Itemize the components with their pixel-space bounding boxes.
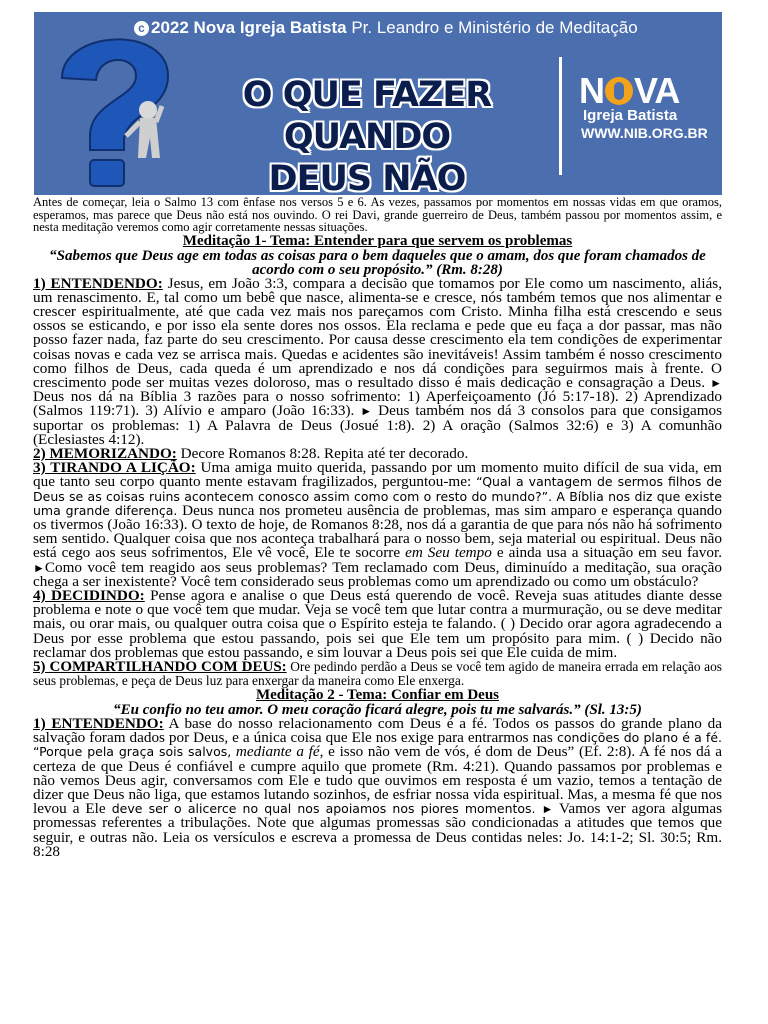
meditation-1-section-1: 1) ENTENDENDO: Jesus, em João 3:3, compara a decisão que tomamos por Ele como um nascimento, aliás, um renascimento. E, tal como um bebê que nasce, alimenta-se e cresce, nós também temos que nos alimentar e crescer espiritualmente, até que cada vez mais nos pareçamos com Cristo. Minha filha está crescendo e seus ossos se esticando, e por isso ela sente dores nos ossos. Ela reclama e pede que eu faça a dor passar, mas não posso fazer nada, faz parte do seu crescimento. Por causa desse crescimento ela tem condições de experimentar coisas novas e cada vez se arrisca mais. Quedas e acidentes são inevitáveis! Assim também é nosso crescimento como filhos de Deus, cada queda é um aprendizado e nos dá condições para seguirmos mais à frente. O crescimento pode ser muitas vezes doloroso, mas o resultado disso é mais dedicação e consagração a Deus. ► Deus nos dá na Bíblia 3 razões para o nosso sofrimento: 1) Aperfeiçoamento (Jó 5:17-18). 2) Aprendizado (Salmos 119:71). 3) Alívio e amparo (João 16:33). ► Deus também nos dá 3 consolos para que consigamos suportar os problemas: 1) A Palavra de Deus (Josué 1:8). 2) A oração (Salmos 32:6) e 3) A comunhão (Eclesiastes 4:12). xyxy=(33,274,723,448)
meditation-1-section-4: 4) DECIDINDO: Pense agora e analise o que Deus está querendo de você. Reveja suas atitudes diante desse problema e note o que você tem que mudar. Veja se você tem que lutar contra a murmuração, ou se deve meditar mais, ou orar mais, ou qualquer outra coisa que o Espírito esteja te falando. ( ) Decido orar agora agradecendo a Deus por esse problema que estou passando, pois sei que Ele tem um propósito para mim. ( ) Decido não reclamar dos problemas que estou passando, e sim louvar a Deus pois sei que Ele cuida de mim. xyxy=(33,586,723,661)
arrow-icon: ► xyxy=(33,560,45,575)
meditation-1-section-3: 3) TIRANDO A LIÇÃO: Uma amiga muito querida, passando por um momento muito difícil de sua vida, em que tanto seu corpo quanto mente estavam fragilizados, perguntou-me: “Qual a vantagem de sermos filhos de Deus se as coisas ruins acontecem conosco assim como com o resto do mundo?”. A Bíblia nos diz que existe uma grande diferença. Deus nunca nos prometeu ausência de problemas, mas sim amparo e esperança quando os tivermos (João 16:33). O texto de hoje, de Romanos 8:28, nos dá a garantia de que para nós não há sofrimento sem sentido. Qualquer coisa que nos aconteça trabalhará para o nosso bem, seja material ou espiritual. Deus não está cego aos seus sofrimentos, Ele vê você, Ele te socorre em Seu tempo e ainda usa a situação em seu favor. ►Como você tem reagido aos seus problemas? Tem reclamado com Deus, diminuído a meditação, sua oração chega a ser inexistente? Você tem considerado seus problemas como um aprendizado ou como um obstáculo? xyxy=(33,459,722,590)
question-mark-figure-icon xyxy=(40,18,190,193)
banner-divider xyxy=(559,57,562,175)
meditation-1-title: Meditação 1- Tema: Entender para que servem os problemas xyxy=(182,232,573,249)
arrow-icon: ► xyxy=(360,404,373,419)
header-banner xyxy=(34,12,722,195)
page-title: O QUE FAZER QUANDO DEUS NÃO xyxy=(242,75,492,195)
meditation-2-title: Meditação 2 - Tema: Confiar em Deus xyxy=(255,686,500,703)
meditation-1-verse: “Sabemos que Deus age em todas as coisas para o bem daqueles que o amam, dos que foram chamados de acordo com o seu propósito.” (Rm. 8:28) xyxy=(49,247,706,278)
intro-paragraph: Antes de começar, leia o Salmo 13 com ênfase nos versos 5 e 6. As vezes, passamos por momentos em nossas vidas em que oramos, esperamos, mas parece que Deus não está nos ouvindo. O rei Davi, grande guerreiro de Deus, também passou por momentos assim, e nesta meditação veremos como agir corretamente nessas situações. xyxy=(33,195,722,234)
church-logo: N VA Igreja Batista WWW.NIB.ORG.BR xyxy=(579,70,708,141)
meditation-2-verse: “Eu confio no teu amor. O meu coração ficará alegre, pois tu me salvarás.” (Sl. 13:5) xyxy=(113,701,642,718)
logo-people-icon xyxy=(605,77,633,105)
arrow-icon: ► xyxy=(710,375,722,390)
meditation-2-section-1: 1) ENTENDENDO: A base do nosso relacionamento com Deus é a fé. Todos os passos do grande plano da salvação foram dados por Deus, e a única coisa que Ele nos exige para entrarmos nas condições do plano é a fé. “Porque pela graça sois salvos, mediante a fé, e isso não vem de vós, é dom de Deus” (Ef. 2:8). A fé nos dá a certeza de que Deus é confiável e cumpre aquilo que promete (Rm. 4:21). Quando passamos por problemas e não vemos Deus agir, conversamos com Ele e tudo que ouvimos em resposta é um vazio, temos a tentação de dizer que Deus não liga, que estamos lutando sozinhos, de esfriar nossa vida espiritual. Mas, a mesma fé que nos levou a Ele deve ser o alicerce no qual nos apoiamos nos piores momentos. ► Vamos ver agora algumas promessas referentes a tribulações. Note que algumas promessas são condicionadas a atitudes que temos que seguir, e outras não. Leia os versículos e escreva a promessa de Deus contidas neles: Jo. 14:1-2; Sl. 30:5; Rm. 8:28 xyxy=(33,714,722,860)
copyright-icon: c xyxy=(134,21,149,36)
meditation-1-section-5: 5) COMPARTILHANDO COM DEUS: Ore pedindo perdão a Deus se você tem agido de maneira errada em relação aos seus problemas, e peça de Deus luz para enxergar da maneira como Ele enxerga. xyxy=(33,658,722,688)
arrow-icon: ► xyxy=(541,802,554,817)
copyright-line: c 2022 Nova Igreja Batista Pr. Leandro e Ministério de Meditação xyxy=(134,18,638,38)
meditation-document xyxy=(33,196,722,859)
meditation-1-section-2: 2) MEMORIZANDO: Decore Romanos 8:28. Repita até ter decorado. xyxy=(33,444,469,462)
